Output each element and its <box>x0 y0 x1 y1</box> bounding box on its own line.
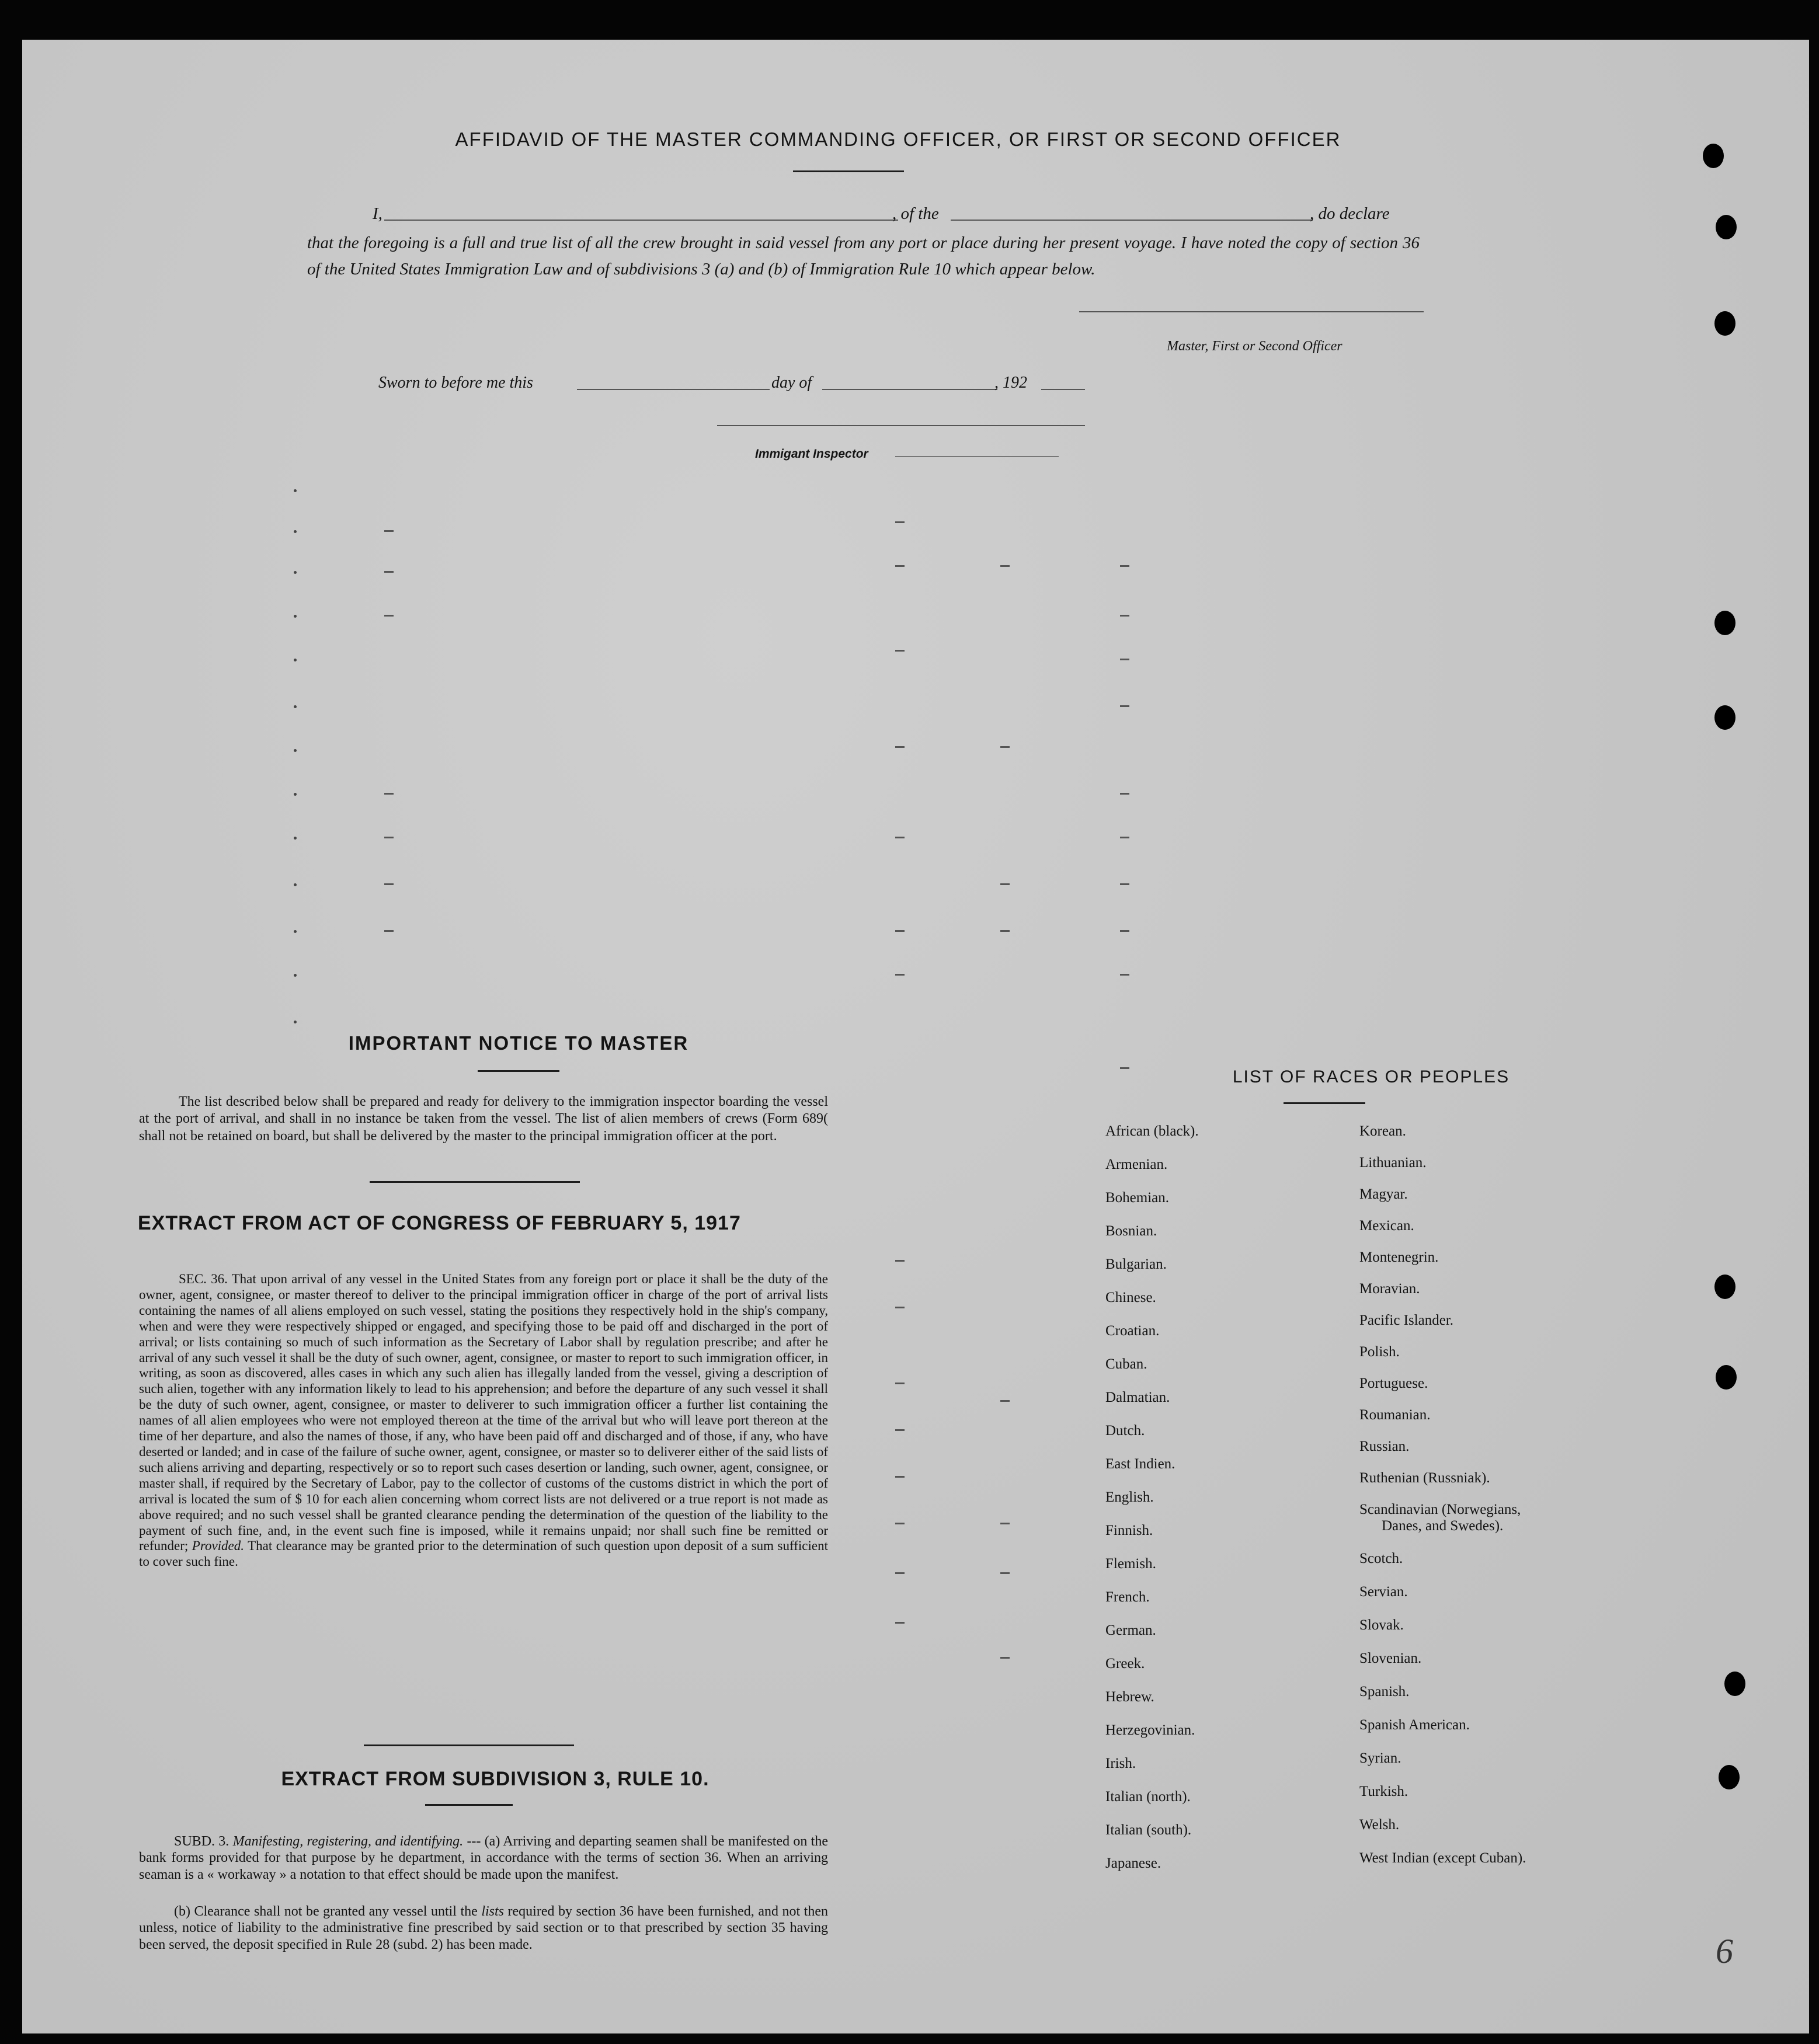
rule-extract-para-a <box>139 1833 828 1883</box>
punch-hole <box>1716 215 1737 239</box>
race-item: Lithuanian. <box>1359 1155 1427 1171</box>
act-extract-body <box>139 1272 828 1570</box>
officer-label: Master, First or Second Officer <box>1167 339 1342 354</box>
inspector-signature-line <box>717 425 1085 426</box>
race-item: Mexican. <box>1359 1218 1414 1234</box>
year-blank <box>1041 389 1085 390</box>
inspector-label: Immigant Inspector <box>755 447 868 461</box>
affidavit-body: that the foregoing is a full and true list of all the crew brought in said vessel from any port or place during her present voyage. I have noted the copy of section 36 of the United States Immigration Law and of subdivisions 3 (a) and (b) of Immigration Rule 10 which appear below. <box>307 234 1420 278</box>
race-item: Russian. <box>1359 1439 1410 1454</box>
name-blank <box>384 220 898 221</box>
race-item: Slovenian. <box>1359 1650 1422 1666</box>
race-item: Slovak. <box>1359 1617 1404 1633</box>
sworn-label: Sworn to before me this <box>378 374 533 392</box>
vessel-blank <box>951 220 1313 221</box>
race-item: Flemish. <box>1105 1556 1156 1572</box>
punch-hole <box>1714 1275 1735 1299</box>
race-item: Scotch. <box>1359 1551 1403 1566</box>
inspector-trailing-line <box>895 456 1059 457</box>
para-b-end: required by section 36 have been furnished, and not then unless, notice of liability to the administrative fine prescribed by said section or to that prescribed by section 35 having been served, the deposit specified in Rule 28 (subd. 2) has been made. <box>139 1904 828 1952</box>
race-item: Magyar. <box>1359 1186 1408 1202</box>
of-the-label: , of the <box>892 204 939 223</box>
subd-label: SUBD. 3. <box>174 1834 229 1849</box>
affidavit-title: AFFIDAVID OF THE MASTER COMMANDING OFFICER, OR FIRST OR SECOND OFFICER <box>455 128 1341 150</box>
race-item: Spanish. <box>1359 1684 1410 1700</box>
race-item: Greek. <box>1105 1656 1145 1672</box>
race-item: Bohemian. <box>1105 1190 1170 1206</box>
race-item: Scandinavian (Norwegians, <box>1359 1502 1521 1517</box>
punch-hole <box>1719 1765 1740 1789</box>
punch-hole <box>1714 611 1735 635</box>
race-item: Portuguese. <box>1359 1376 1428 1391</box>
rule-extract-para-b <box>139 1903 828 1953</box>
notice-title-underline <box>478 1070 559 1072</box>
race-item: Welsh. <box>1359 1817 1400 1833</box>
race-item: Irish. <box>1105 1756 1136 1771</box>
race-item: Armenian. <box>1105 1157 1168 1172</box>
race-item: Moravian. <box>1359 1281 1420 1297</box>
day-blank <box>577 389 770 390</box>
race-item: Roumanian. <box>1359 1407 1431 1423</box>
race-item: Spanish American. <box>1359 1717 1470 1733</box>
provided-label: Provided. <box>192 1538 245 1554</box>
para-b-start: (b) Clearance shall not be granted any vessel until the <box>174 1904 478 1919</box>
race-item: Chinese. <box>1105 1290 1156 1305</box>
act-body-text: That upon arrival of any vessel in the United States from any foreign port or place it shall be the duty of the owner, agent, consignee, or master thereof to deliver to the principal immigration officer in charge of the port of arrival lists containing the names of all aliens employed on such vessel, stating the positions they respectively hold in the ship's company, when and were they were respectively shipped or engaged, and specifying those to be paid off and discharged in the port of arrival; or lists containing so much of such information as the Secretary of Labor shall by regulation prescribe; and after he arrival of any such vessel it shall be the duty of such owner, agent, consignee, or master to report to such immigration officer, in writing, as soon as discovered, alles cases in which any such alien has illegally landed from the vessel, giving a description of such alien, together with any information likely to lead to his apprehension; and before the departure of any such vessel it shall be the duty of such owner, agent, consignee, or master to deliverer to such immigration officer a further list containing the names of all alien employees who were not employed thereon at the time of the arrival but who will leave port thereon at the time of her departure, and also the names of those, if any, who have been paid off and discharged and of those, if any, who have deserted or landed; and in case of the failure of suche owner, agent, consignee, or master so to deliverer either of the said lists of such aliens arriving and departing, respectively or so to report such cases desertion or landing, such owner, agent, consignee, or master shall, if required by the Secretary of Labor, pay to the collector of customs of the customs district in which the port of arrival is located the sum of $ 10 for each alien concerning whom correct lists are not delivered or a true report is not made as above required; and no such vessel shall be granted clearance pending the determination of the question of the liability to the payment of such fine, and, in the event such fine is imposed, while it remains unpaid; nor shall such fine be remitted or refunder; <box>139 1272 828 1554</box>
document-page <box>22 40 1809 2033</box>
race-item: French. <box>1105 1589 1150 1605</box>
races-left-column <box>1105 1123 1199 1889</box>
race-item: Cuban. <box>1105 1356 1147 1372</box>
section-label: SEC. 36. <box>179 1272 228 1286</box>
race-item: Italian (south). <box>1105 1822 1192 1838</box>
race-item: German. <box>1105 1622 1156 1638</box>
act-body-end: That clearance may be granted prior to the determination of such question upon deposit of a sum sufficient to cover such fine. <box>139 1538 828 1569</box>
race-item: Finnish. <box>1105 1523 1153 1538</box>
race-item: Bulgarian. <box>1105 1256 1167 1272</box>
day-of-label: day of <box>771 374 812 392</box>
punch-hole <box>1724 1672 1745 1696</box>
race-item: Italian (north). <box>1105 1789 1191 1805</box>
race-item: Croatian. <box>1105 1323 1160 1339</box>
rule-title-underline <box>425 1804 513 1806</box>
race-item: Montenegrin. <box>1359 1249 1439 1265</box>
race-item: Ruthenian (Russniak). <box>1359 1470 1490 1486</box>
notice-rule <box>370 1181 580 1183</box>
race-item: English. <box>1105 1489 1154 1505</box>
para-a-text: --- (a) Arriving and departing seamen shall be manifested on the bank forms provided for that purpose by he department, in accordance with the terms of section 36. When an arriving seaman is a « workaway » a notation to that effect should be made upon the manifest. <box>139 1834 828 1882</box>
race-item: East Indien. <box>1105 1456 1175 1472</box>
year-label: , 192 <box>994 374 1027 392</box>
race-item: Bosnian. <box>1105 1223 1157 1239</box>
race-item: Syrian. <box>1359 1750 1401 1766</box>
race-item: Dutch. <box>1105 1423 1145 1439</box>
punch-hole <box>1714 705 1735 730</box>
act-extract-title: EXTRACT FROM ACT OF CONGRESS OF FEBRUARY 5, 1917 <box>138 1212 741 1234</box>
race-item: Turkish. <box>1359 1784 1408 1799</box>
margin-note: 6 <box>1716 1932 1733 1970</box>
races-title: LIST OF RACES OR PEOPLES <box>1232 1067 1510 1087</box>
race-item: Pacific Islander. <box>1359 1312 1454 1328</box>
i-label: I, <box>373 204 382 223</box>
subd-heading: Manifesting, registering, and identifying. <box>232 1834 464 1849</box>
do-declare-label: , do declare <box>1310 204 1390 223</box>
month-blank <box>822 389 997 390</box>
race-item: African (black). <box>1105 1123 1199 1139</box>
para-b-lists: lists <box>481 1904 504 1919</box>
races-title-underline <box>1284 1102 1365 1104</box>
race-item: West Indian (except Cuban). <box>1359 1850 1526 1866</box>
title-underline <box>793 170 904 172</box>
punch-hole <box>1703 144 1724 168</box>
race-item: Servian. <box>1359 1584 1408 1600</box>
race-item: Polish. <box>1359 1344 1400 1360</box>
race-item: Korean. <box>1359 1123 1406 1139</box>
officer-signature-line <box>1079 311 1424 312</box>
notice-title: IMPORTANT NOTICE TO MASTER <box>348 1032 689 1054</box>
punch-hole <box>1714 311 1735 336</box>
punch-hole <box>1716 1365 1737 1390</box>
race-item: Dalmatian. <box>1105 1390 1170 1405</box>
act-rule <box>364 1744 574 1746</box>
notice-body: The list described below shall be prepared and ready for delivery to the immigration inspector boarding the vessel at the port of arrival, and shall in no instance be taken from the vessel. The list of alien members of crews (Form 689( shall not be retained on board, but shall be delivered by the master to the principal immigration officer at the port. <box>139 1094 828 1144</box>
race-item: Japanese. <box>1105 1855 1161 1871</box>
race-item: Danes, and Swedes). <box>1382 1518 1504 1534</box>
races-right-column <box>1359 1123 1526 1883</box>
race-item: Hebrew. <box>1105 1689 1154 1705</box>
rule-extract-title: EXTRACT FROM SUBDIVISION 3, RULE 10. <box>281 1768 709 1790</box>
race-item: Herzegovinian. <box>1105 1722 1195 1738</box>
